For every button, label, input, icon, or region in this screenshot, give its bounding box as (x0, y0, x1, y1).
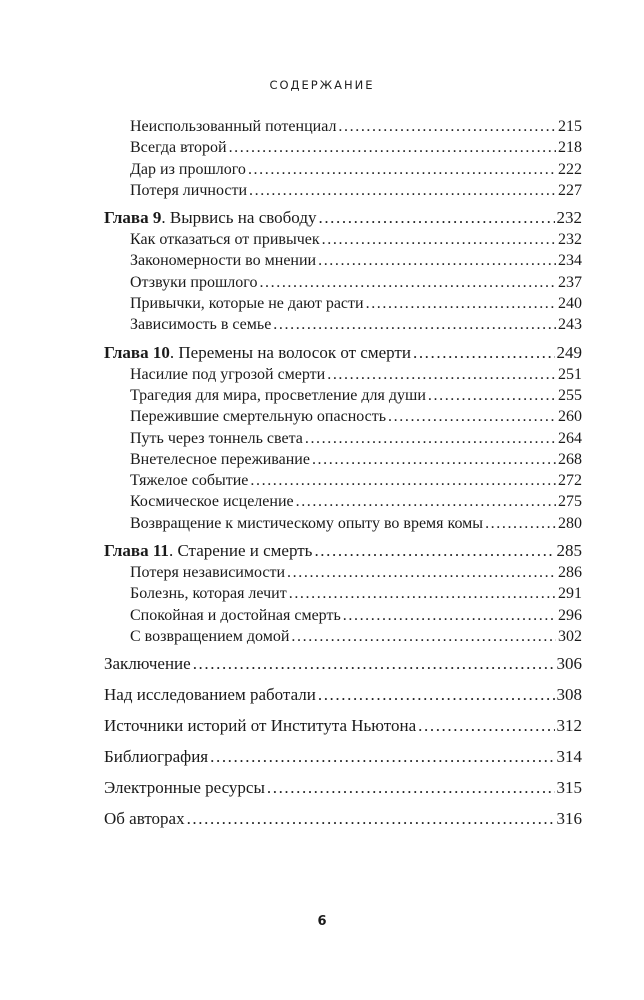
dot-leader (296, 491, 556, 512)
toc-item (104, 116, 582, 137)
dot-leader (249, 180, 556, 201)
toc-item-page: 227 (558, 181, 582, 199)
toc-item (104, 513, 582, 534)
toc-item-label: Об авторах (104, 809, 185, 829)
toc-item-page: 291 (558, 585, 582, 603)
toc-item-page: 272 (558, 472, 582, 490)
toc-item-page: 296 (558, 606, 582, 624)
toc-item-label: Заключение (104, 654, 191, 674)
toc-chapter-label (104, 539, 312, 562)
toc-item-page: 234 (558, 252, 582, 270)
toc-item-page: 232 (558, 231, 582, 249)
toc-item-page: 237 (558, 273, 582, 291)
toc-item-label: Пережившие смертельную опасность (130, 408, 387, 426)
toc-item-label: Над исследованием работали (104, 685, 316, 705)
toc-chapter-10 (104, 341, 582, 364)
toc-item-label: Возвращение к мистическому опыту во время комы (130, 514, 484, 532)
dot-leader (322, 229, 556, 250)
toc-item-label: Неиспользованный потенциал (130, 118, 337, 135)
toc-back-item (104, 715, 582, 737)
toc-chapter-page: 249 (556, 342, 582, 362)
dot-leader (338, 116, 556, 137)
toc-item-page: 280 (558, 514, 582, 532)
dot-leader (248, 159, 556, 180)
toc-item-label: Трагедия для мира, просветление для души (130, 386, 426, 404)
toc-item-label: Привычки, которые не дают расти (130, 295, 364, 313)
toc-item (104, 605, 582, 626)
running-header: СОДЕРЖАНИЕ (269, 78, 375, 92)
toc-item-label: Источники историй от Института Ньютона (104, 716, 417, 736)
toc-item-label: Космическое исцеление (130, 493, 294, 511)
dot-leader (289, 583, 556, 604)
toc-item (104, 583, 582, 604)
toc-chapter-9 (104, 206, 582, 229)
toc-item-page: 312 (556, 716, 582, 736)
toc-item (104, 470, 582, 491)
toc-item-page: 222 (558, 160, 582, 178)
toc-item-page: 275 (558, 493, 582, 511)
toc-item (104, 229, 582, 250)
toc-item (104, 428, 582, 449)
dot-leader (250, 470, 556, 491)
toc-item-page: 218 (558, 139, 582, 157)
dot-leader (413, 341, 555, 364)
toc-back-item (104, 808, 582, 830)
toc-item-label: Путь через тоннель света (130, 429, 303, 447)
toc-item (104, 406, 582, 427)
dot-leader (305, 428, 556, 449)
toc-item (104, 180, 582, 201)
toc-item-page: 255 (558, 386, 582, 404)
chapter-prefix: Глава 9 (104, 208, 162, 228)
toc-item-page: 306 (556, 654, 582, 674)
table-of-contents (104, 116, 582, 830)
dot-leader (318, 206, 554, 229)
toc-item (104, 364, 582, 385)
toc-item (104, 314, 582, 335)
chapter-title: . Перемены на волосок от смерти (169, 342, 411, 362)
toc-chapter-page: 232 (556, 208, 582, 228)
toc-item-label: Потеря личности (130, 181, 248, 199)
dot-leader (229, 137, 556, 158)
toc-back-item (104, 777, 582, 799)
toc-item-label: Насилие под угрозой смерти (130, 365, 326, 383)
toc-item-label: С возвращением домой (130, 627, 290, 645)
toc-item (104, 449, 582, 470)
dot-leader (210, 746, 554, 768)
toc-item-page: 286 (558, 564, 582, 582)
dot-leader (485, 513, 556, 534)
toc-item (104, 385, 582, 406)
toc-item-page: 215 (558, 118, 582, 135)
dot-leader (259, 272, 556, 293)
toc-item (104, 293, 582, 314)
toc-chapter-label (104, 206, 316, 229)
toc-item-page: 302 (558, 627, 582, 645)
toc-item-label: Спокойная и достойная смерть (130, 606, 341, 624)
dot-leader (193, 653, 555, 675)
toc-item-page: 316 (556, 809, 582, 829)
toc-item-label: Внетелесное переживание (130, 450, 310, 468)
chapter-prefix: Глава 11 (104, 541, 169, 561)
toc-item-page: 315 (556, 778, 582, 798)
toc-item-page: 268 (558, 450, 582, 468)
dot-leader (428, 385, 556, 406)
toc-chapter-11 (104, 539, 582, 562)
toc-back-item (104, 684, 582, 706)
page-number: 6 (317, 914, 327, 929)
dot-leader (318, 684, 555, 706)
dot-leader (273, 314, 556, 335)
toc-item (104, 626, 582, 647)
toc-item (104, 272, 582, 293)
toc-item-page: 251 (558, 365, 582, 383)
dot-leader (318, 250, 556, 271)
dot-leader (291, 626, 556, 647)
toc-item-label: Как отказаться от привычек (130, 231, 320, 249)
dot-leader (343, 605, 556, 626)
toc-item-label: Дар из прошлого (130, 160, 246, 178)
toc-item-label: Закономерности во мнении (130, 252, 317, 270)
toc-item-label: Болезнь, которая лечит (130, 585, 287, 603)
dot-leader (366, 293, 556, 314)
dot-leader (287, 562, 556, 583)
toc-chapter-page: 285 (556, 541, 582, 561)
toc-item-page: 240 (558, 295, 582, 313)
toc-item-page: 314 (556, 747, 582, 767)
toc-item-label: Потеря независимости (130, 564, 286, 582)
dot-leader (267, 777, 555, 799)
toc-item-label: Отзвуки прошлого (130, 273, 258, 291)
toc-item-page: 260 (558, 408, 582, 426)
toc-item-label: Тяжелое событие (130, 472, 249, 490)
toc-item-label: Всегда второй (130, 139, 227, 157)
dot-leader (388, 406, 556, 427)
dot-leader (418, 715, 554, 737)
toc-item (104, 159, 582, 180)
toc-item-page: 243 (558, 316, 582, 334)
chapter-title: . Вырвись на свободу (161, 208, 317, 228)
toc-item (104, 562, 582, 583)
toc-item (104, 137, 582, 158)
toc-item-label: Зависимость в семье (130, 316, 272, 334)
toc-item (104, 491, 582, 512)
dot-leader (327, 364, 556, 385)
toc-item-label: Электронные ресурсы (104, 778, 265, 798)
toc-chapter-label (104, 341, 411, 364)
toc-item-page: 264 (558, 429, 582, 447)
dot-leader (187, 808, 555, 830)
toc-item (104, 250, 582, 271)
toc-item-label: Библиография (104, 747, 209, 767)
chapter-prefix: Глава 10 (104, 342, 170, 362)
toc-back-item (104, 653, 582, 675)
toc-back-item (104, 746, 582, 768)
dot-leader (312, 449, 556, 470)
toc-item-page: 308 (556, 685, 582, 705)
dot-leader (314, 539, 554, 562)
chapter-title: . Старение и смерть (168, 541, 313, 561)
